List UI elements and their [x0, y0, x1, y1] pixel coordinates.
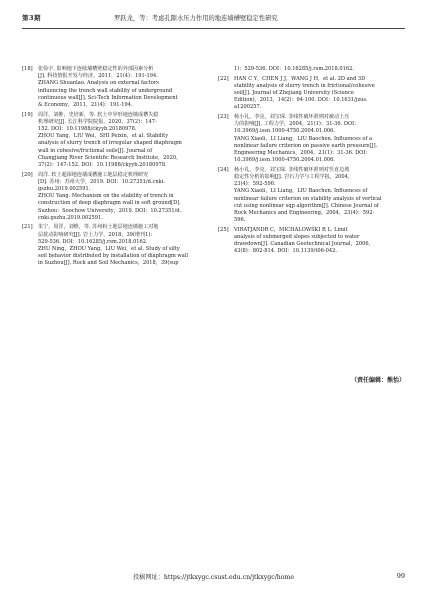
responsible-editor: （责任编辑：熊怡）: [350, 377, 405, 384]
reference-line: 力的影响[J]. 工程力学，2004，21(1)：31-36. DOI：: [234, 121, 360, 128]
reference-line: Suzhou：Soochow University，2019. DOI：10.27351/d.: [38, 207, 182, 214]
reference-line: 23(4)：592-596.: [234, 181, 276, 188]
reference-line: analysis of slurry trench of irregular shaped diaphragm: [38, 140, 182, 147]
reference-line: in Suzhou[J]. Rock and Soil Mechanics，2018，39(sup: [38, 260, 179, 267]
reference-line: YANG Xiaoli，LI Liang，LIU Baochen. Influences of a: [234, 135, 372, 142]
issue-label: 第3期: [22, 14, 42, 22]
reference-line: 152. DOI：10.11988/ckyyb.20180978.: [38, 126, 137, 133]
reference-line: ZHOU Yang，LIU Wei，SHI Peixin，et al. Stability: [38, 133, 169, 140]
reference-line: 10.3969/j.issn.1000-4750.2004.01.006.: [234, 128, 336, 135]
references-right-column: [218, 66, 406, 258]
reference-line: nonlinear failure criterion on passive earth pressure[J].: [234, 142, 378, 149]
reference-line: soil[J]. Journal of Zhejiang University (Science: [234, 90, 354, 96]
reference-line: 596.: [234, 217, 246, 224]
header-rule: [22, 28, 405, 29]
reference-line: cnki.gszhu.2019.002591.: [38, 214, 103, 221]
reference-line: 杨小礼，李亮，刘宝琛. 非线性破坏准则对竖直边坡: [234, 166, 350, 173]
submission-url[interactable]: 投稿网址：https://jtkxygc.csust.edu.cn/jtkxygc/home: [132, 574, 295, 581]
running-title: 罗跃龙，等：考虑孔隙水压力作用的地连墙槽壁稳定性研究: [114, 15, 278, 22]
reference-line: 1)：529-536. DOI：10.16285/j.rsm.2018.0162.: [234, 66, 354, 72]
reference-entry: [22, 224, 210, 267]
reference-line: Engineering Mechanics，2004，21(1)：31-36. DOI：: [234, 150, 371, 157]
reference-line: VIRATJANDR C，MICHALOWSKI R L. Limit: [234, 226, 348, 233]
reference-entry: [218, 76, 406, 112]
reference-line: Rock Mechanics and Engineering，2004，23(4)：592-: [234, 210, 375, 217]
reference-line: a1200257.: [234, 104, 262, 111]
reference-line: HAN C Y，CHEN J J，WANG J H，et al. 2D and 3D: [234, 75, 366, 82]
reference-line: ZHU Ning，ZHOU Yang，LIU Wei，et al. Study of silty: [38, 246, 180, 253]
reference-line: soil behavior distributed by installation of diaphragm wall: [38, 253, 189, 260]
reference-line: 层扰动影响研究[J]. 岩土力学，2018，39(增刊1)：: [38, 231, 156, 238]
reference-entry: [218, 227, 406, 256]
reference-line: construction of deep diaphragm wall in soft ground[D].: [38, 200, 181, 207]
reference-line: 张俭宇. 影响地下连续墙槽壁稳定性的外部因素分析: [38, 66, 154, 72]
reference-line: [J]. 科技情报开发与经济，2011，21(4)：191-194.: [38, 73, 158, 80]
reference-line: nonlinear failure criterion on stability analysis of vertical: [234, 195, 382, 202]
reference-entry: [218, 114, 406, 164]
reference-line: 周洋. 软土超深地连墙成槽施工地层稳定机理研究: [38, 171, 149, 178]
reference-number: [25]: [218, 226, 229, 233]
reference-number: [22]: [218, 75, 229, 82]
reference-number: [19]: [22, 111, 33, 118]
reference-line: 529-536. DOI：10.16285/j.rsm.2018.0162.: [38, 238, 148, 245]
reference-line: [D]. 苏州：苏州大学，2019. DOI：10.27351/d.cnki.: [38, 178, 165, 185]
reference-number: [20]: [22, 171, 33, 178]
reference-line: drawdown[J]. Canadian Geotechnical Journal，2006，: [234, 241, 374, 248]
reference-line: ZHOU Yang. Mechanism on the stability of trench in: [38, 193, 174, 200]
reference-entry: [22, 172, 210, 222]
page-header: [22, 10, 405, 26]
reference-line: 朱宁，周洋，刘维，等. 苏州粉土地层地连墙施工对地: [38, 224, 159, 231]
reference-line: 43(8)：802-814. DOI：10.1139/t06-042.: [234, 248, 337, 255]
reference-line: YANG Xiaoli，LI Liang，LIU Baochen. Influences of: [234, 188, 368, 195]
reference-line: stability analysis of slurry trench in frictional/cohesive: [234, 82, 375, 89]
reference-line: continuous wall[J]. Sci-Tech Information Development: [38, 94, 178, 101]
reference-number: [18]: [22, 66, 33, 72]
reference-line: 10.3969/j.issn.1000-4750.2004.01.006.: [234, 157, 336, 164]
reference-number: [21]: [22, 224, 33, 231]
reference-line: 机理研究[J]. 长江科学院院报，2020，37(2)：147-: [38, 118, 157, 125]
page-number: 99: [396, 572, 405, 580]
reference-line: analysis of submerged slopes subjected to water: [234, 234, 360, 241]
references-left-column: [22, 66, 210, 270]
reference-entry: [218, 167, 406, 225]
reference-line: 周洋，刘维，史培新，等. 软土中异形地连墙成槽失稳: [38, 111, 159, 118]
reference-line: Changjiang River Scientific Research Institute，2020，: [38, 154, 182, 161]
reference-line: & Economy，2011，21(4)：191-194.: [38, 102, 133, 109]
reference-number: [24]: [218, 166, 229, 173]
reference-line: wall in cohesive/frictional soils[J]. Journal of: [38, 147, 153, 154]
reference-line: cut using nonlinear sqp algorithm[J]. Chinese Journal of: [234, 202, 379, 209]
reference-line: 稳定性分析的影响[J]. 岩石力学与工程学报，2004，: [234, 174, 354, 181]
reference-line: 37(2)：147-152. DOI：10.11988/ckyyb.20180978.: [38, 162, 167, 169]
reference-entry: [22, 112, 210, 170]
reference-line: influencing the trench wall stability of underground: [38, 87, 173, 94]
reference-line: 杨小礼，李亮，刘宝琛. 非线性破坏准则对被动土压: [234, 114, 350, 120]
reference-line: Edition)，2013，14(2)：94-100. DOI：10.1631/jzus.: [234, 97, 368, 104]
reference-entry: [22, 66, 210, 109]
reference-line: ZHANG Shuanlao. Analysis on external factors: [38, 80, 159, 87]
reference-number: [23]: [218, 114, 229, 120]
reference-line: gszhu.2019.002591.: [38, 186, 91, 193]
reference-entry: [218, 66, 406, 73]
